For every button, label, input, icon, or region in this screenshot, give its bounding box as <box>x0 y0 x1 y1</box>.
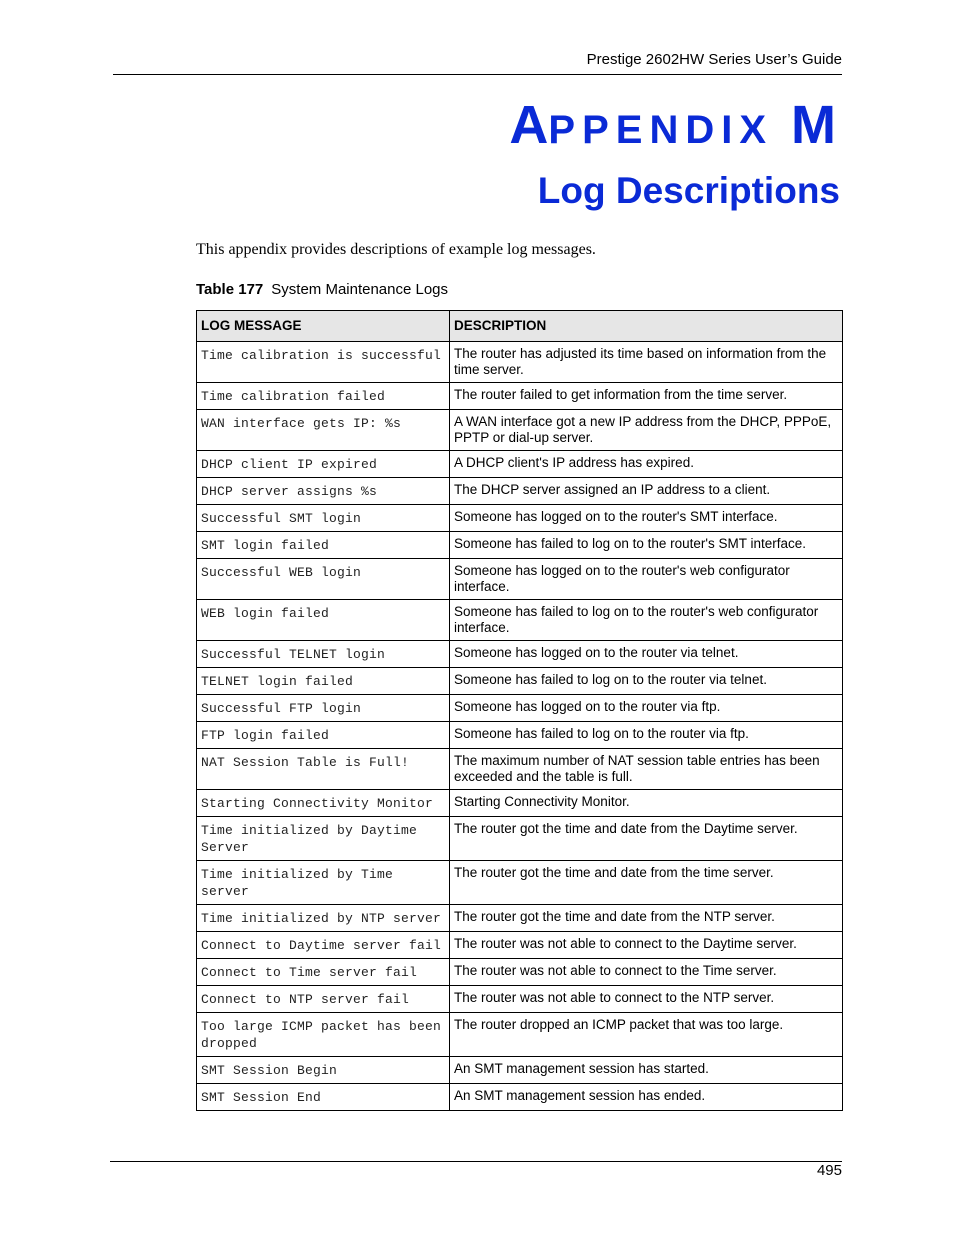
footer-rule <box>110 1161 842 1162</box>
description-cell: The router got the time and date from the NTP server. <box>450 905 843 932</box>
description-cell: A WAN interface got a new IP address from the DHCP, PPPoE, PPTP or dial-up server. <box>450 410 843 451</box>
table-row <box>197 749 843 790</box>
table-row <box>197 905 843 932</box>
table-caption <box>196 281 448 298</box>
log-message-cell: TELNET login failed <box>197 668 450 695</box>
description-cell: The router got the time and date from the time server. <box>450 861 843 905</box>
table-row <box>197 986 843 1013</box>
description-cell: The router was not able to connect to the NTP server. <box>450 986 843 1013</box>
description-cell: Someone has failed to log on to the router via telnet. <box>450 668 843 695</box>
description-cell: Someone has logged on to the router's web configurator interface. <box>450 559 843 600</box>
header-rule <box>113 74 842 75</box>
table-row <box>197 559 843 600</box>
log-message-cell: Connect to Time server fail <box>197 959 450 986</box>
log-message-cell: DHCP client IP expired <box>197 451 450 478</box>
log-message-cell: SMT Session End <box>197 1084 450 1111</box>
table-row <box>197 641 843 668</box>
table-row <box>197 668 843 695</box>
log-message-cell: SMT Session Begin <box>197 1057 450 1084</box>
log-message-cell: Time initialized by Time server <box>197 861 450 905</box>
description-cell: The router was not able to connect to the Daytime server. <box>450 932 843 959</box>
table-row <box>197 695 843 722</box>
appendix-word: PPENDIX <box>548 108 774 152</box>
table-row <box>197 505 843 532</box>
description-cell: Someone has failed to log on to the router's web configurator interface. <box>450 600 843 641</box>
log-message-cell: Successful WEB login <box>197 559 450 600</box>
description-cell: The DHCP server assigned an IP address to a client. <box>450 478 843 505</box>
log-message-cell: Too large ICMP packet has been dropped <box>197 1013 450 1057</box>
description-cell: The router failed to get information from the time server. <box>450 383 843 410</box>
log-message-cell: WEB login failed <box>197 600 450 641</box>
log-message-cell: Successful SMT login <box>197 505 450 532</box>
table-row <box>197 410 843 451</box>
log-message-cell: Time calibration failed <box>197 383 450 410</box>
description-cell: Someone has logged on to the router via telnet. <box>450 641 843 668</box>
table-caption-label: Table 177 <box>196 281 264 298</box>
log-message-cell: Starting Connectivity Monitor <box>197 790 450 817</box>
table-row <box>197 1057 843 1084</box>
log-message-cell: NAT Session Table is Full! <box>197 749 450 790</box>
description-cell: Starting Connectivity Monitor. <box>450 790 843 817</box>
page-number: 495 <box>816 1162 842 1179</box>
appendix-letter: M <box>791 95 836 155</box>
table-row <box>197 1013 843 1057</box>
description-cell: An SMT management session has started. <box>450 1057 843 1084</box>
description-cell: Someone has logged on to the router's SMT interface. <box>450 505 843 532</box>
running-header: Prestige 2602HW Series User’s Guide <box>586 51 842 68</box>
description-cell: The router got the time and date from the Daytime server. <box>450 817 843 861</box>
description-cell: The router has adjusted its time based on information from the time server. <box>450 342 843 383</box>
chapter-title: Log Descriptions <box>537 170 840 211</box>
table-row <box>197 861 843 905</box>
table-row <box>197 790 843 817</box>
intro-paragraph: This appendix provides descriptions of example log messages. <box>196 241 596 258</box>
log-message-cell: Successful TELNET login <box>197 641 450 668</box>
table-row <box>197 959 843 986</box>
description-cell: A DHCP client's IP address has expired. <box>450 451 843 478</box>
log-message-cell: Time initialized by NTP server <box>197 905 450 932</box>
log-message-cell: Connect to Daytime server fail <box>197 932 450 959</box>
description-cell: The maximum number of NAT session table entries has been exceeded and the table is full. <box>450 749 843 790</box>
description-cell: The router dropped an ICMP packet that was too large. <box>450 1013 843 1057</box>
table-row <box>197 383 843 410</box>
log-message-cell: SMT login failed <box>197 532 450 559</box>
log-message-cell: DHCP server assigns %s <box>197 478 450 505</box>
log-message-cell: Time initialized by Daytime Server <box>197 817 450 861</box>
column-header-log-message: LOG MESSAGE <box>197 311 450 342</box>
table-row <box>197 600 843 641</box>
description-cell: An SMT management session has ended. <box>450 1084 843 1111</box>
table-row <box>197 932 843 959</box>
table-row <box>197 1084 843 1111</box>
column-header-description: DESCRIPTION <box>450 311 843 342</box>
table-row <box>197 342 843 383</box>
log-message-cell: WAN interface gets IP: %s <box>197 410 450 451</box>
description-cell: Someone has logged on to the router via ftp. <box>450 695 843 722</box>
log-message-cell: Connect to NTP server fail <box>197 986 450 1013</box>
description-cell: Someone has failed to log on to the router's SMT interface. <box>450 532 843 559</box>
table-row <box>197 478 843 505</box>
appendix-heading <box>509 95 836 155</box>
log-table <box>196 310 843 1111</box>
table-row <box>197 817 843 861</box>
log-message-cell: Successful FTP login <box>197 695 450 722</box>
description-cell: The router was not able to connect to the Time server. <box>450 959 843 986</box>
log-message-cell: Time calibration is successful <box>197 342 450 383</box>
appendix-initial: A <box>509 95 549 155</box>
table-header-row <box>197 311 843 342</box>
log-message-cell: FTP login failed <box>197 722 450 749</box>
table-caption-text: System Maintenance Logs <box>271 281 449 298</box>
table-row <box>197 451 843 478</box>
table-row <box>197 722 843 749</box>
table-row <box>197 532 843 559</box>
description-cell: Someone has failed to log on to the router via ftp. <box>450 722 843 749</box>
